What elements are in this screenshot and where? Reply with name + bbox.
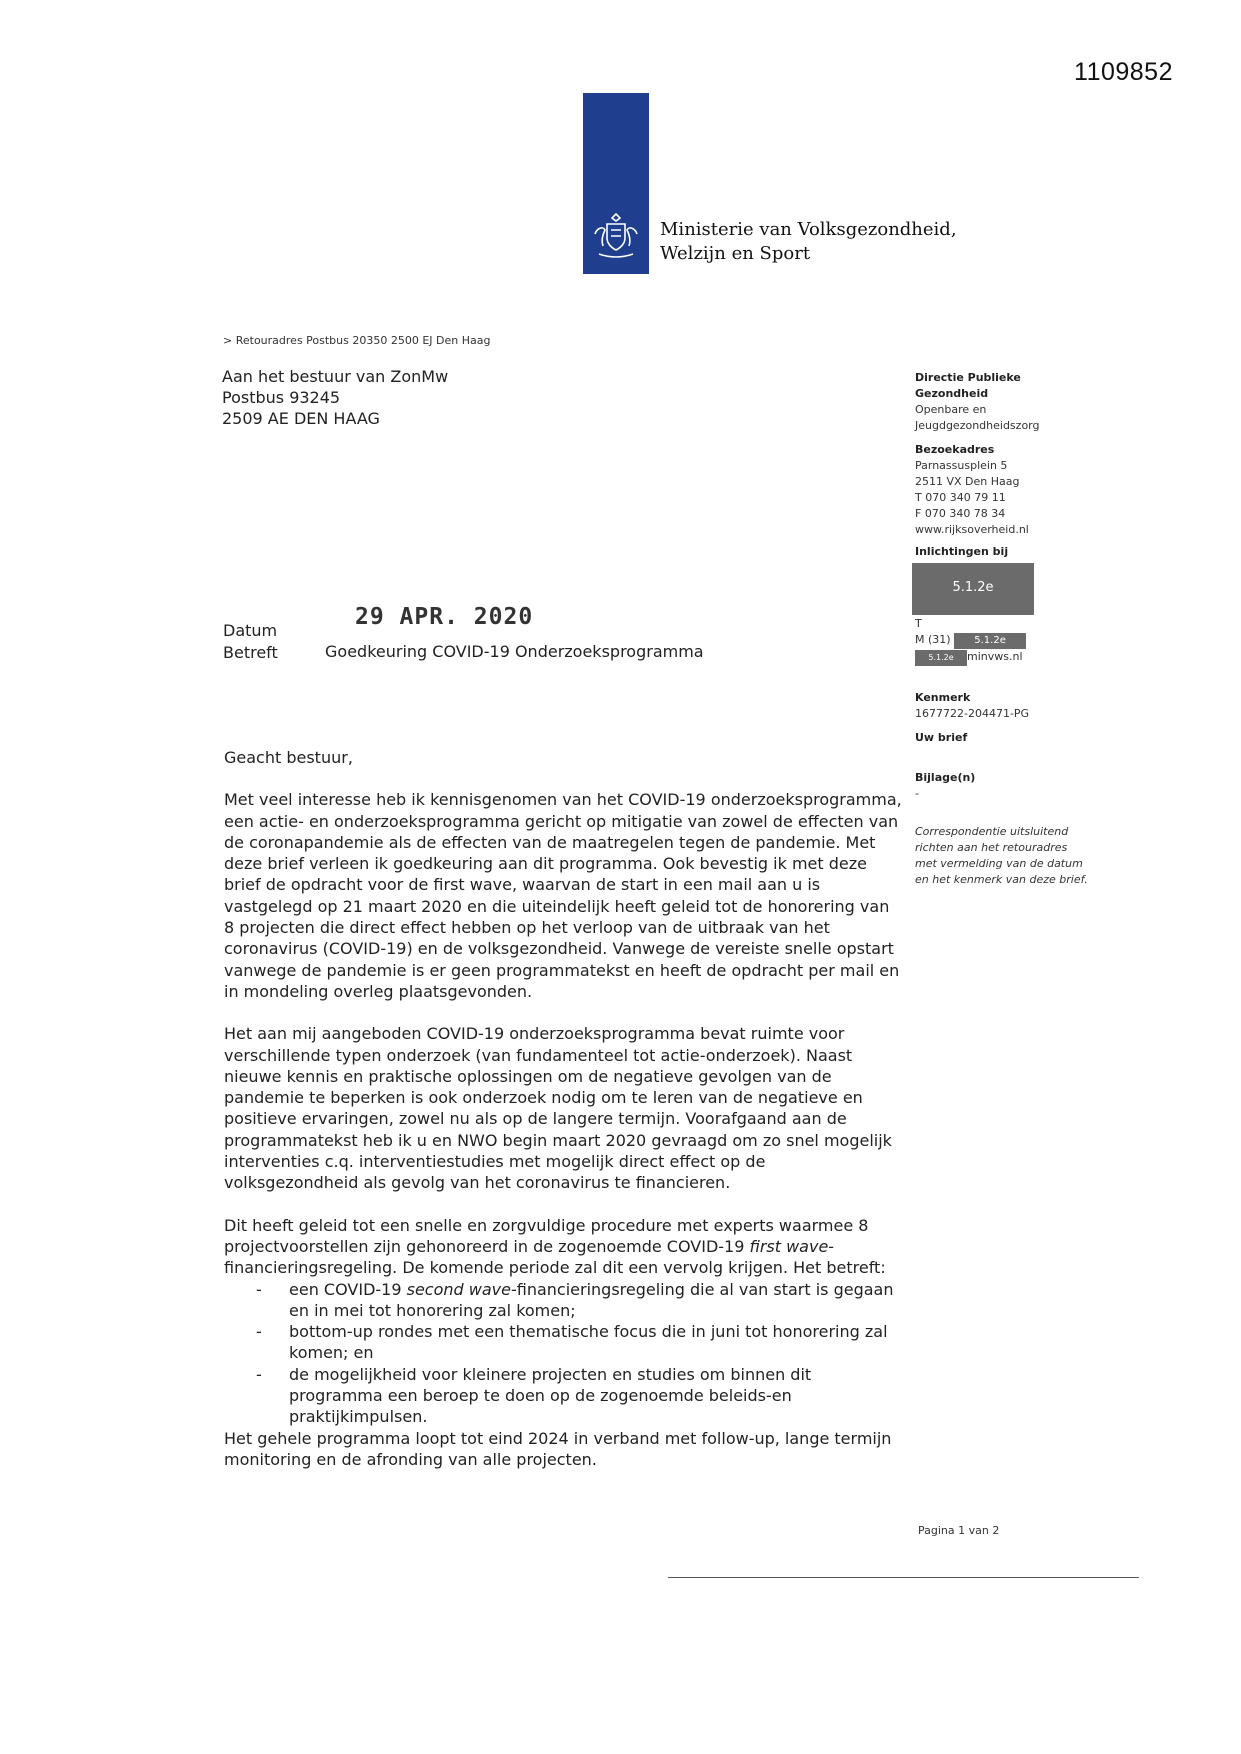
phone-number: T 070 340 79 11 — [915, 491, 1006, 504]
recipient-address — [222, 366, 448, 429]
list-item — [224, 1279, 904, 1322]
sender-sidebar — [915, 370, 1115, 560]
subject-line: Goedkeuring COVID-19 Onderzoeksprogramma — [325, 642, 704, 661]
recipient-line2: Postbus 93245 — [222, 388, 341, 407]
contact-email — [915, 649, 1115, 666]
kenmerk-value: 1677722-204471-PG — [915, 707, 1030, 720]
redacted-mobile: 5.1.2e — [954, 633, 1026, 649]
p3-part-b: -financieringsregeling. De komende periode zal dit een vervolg krijgen. Het betreft: — [224, 1236, 886, 1278]
list-item: - bottom-up rondes met een thematische focus die in juni tot honorering zal komen; en — [224, 1321, 904, 1364]
p3-emphasis: first wave — [749, 1236, 829, 1256]
document-number: 1109852 — [1074, 58, 1173, 86]
footer-divider — [668, 1577, 1139, 1578]
contact-mobile — [915, 632, 1115, 649]
website: www.rijksoverheid.nl — [915, 523, 1029, 536]
redacted-email: 5.1.2e — [915, 650, 967, 666]
sender-sidebar-contact — [915, 616, 1115, 888]
letter-meta — [223, 620, 278, 664]
department-sub1: Openbare en — [915, 403, 987, 416]
greeting: Geacht bestuur, — [224, 748, 353, 767]
paragraph-4: Het gehele programma loopt tot eind 2024 in verband met follow-up, lange termijn monitoring en de afronding van alle projecten. — [224, 1428, 892, 1469]
department-title2: Gezondheid — [915, 387, 989, 400]
bijlage-title: Bijlage(n) — [915, 771, 976, 784]
ministry-name-line1: Ministerie van Volksgezondheid, — [660, 219, 957, 240]
return-address: > Retouradres Postbus 20350 2500 EJ Den Haag — [223, 334, 491, 347]
follow-up-list — [224, 1279, 904, 1428]
department-title: Directie Publieke — [915, 371, 1021, 384]
uw-brief-title: Uw brief — [915, 731, 968, 744]
recipient-line1: Aan het bestuur van ZonMw — [222, 367, 449, 386]
fax-number: F 070 340 78 34 — [915, 507, 1006, 520]
visit-address-line2: 2511 VX Den Haag — [915, 475, 1020, 488]
paragraph-3 — [224, 1215, 904, 1279]
bijlage-value: - — [915, 787, 919, 800]
visit-address-title: Bezoekadres — [915, 443, 995, 456]
kenmerk-title: Kenmerk — [915, 691, 971, 704]
date-stamp: 29 APR. 2020 — [355, 604, 534, 630]
ministry-name — [660, 218, 957, 266]
mobile-label: M (31) — [915, 633, 951, 646]
coat-of-arms-icon — [589, 210, 643, 260]
ministry-name-line2: Welzijn en Sport — [660, 243, 811, 264]
p3-part-a: Dit heeft geleid tot een snelle en zorgvuldige procedure met experts waarmee 8 projectvoorstellen zijn gehonoreerd in de zogenoemde COVID-19 — [224, 1215, 869, 1256]
contact-phone-label: T — [915, 617, 922, 630]
page-number: Pagina 1 van 2 — [918, 1524, 1000, 1537]
li1-part-b: -financieringsregeling die al van start is gegaan en in mei tot honorering zal komen; — [289, 1279, 894, 1320]
info-title: Inlichtingen bij — [915, 545, 1009, 558]
betreft-label: Betreft — [223, 643, 278, 662]
datum-label: Datum — [223, 621, 278, 640]
correspondence-note: Correspondentie uitsluitend richten aan het retouradres met vermelding van de datum en het kenmerk van deze brief. — [915, 825, 1088, 886]
paragraph-1: Met veel interesse heb ik kennisgenomen van het COVID-19 onderzoeksprogramma, een actie- en onderzoeksprogramma gericht op mitigatie van zowel de effecten van de coronapandemie als de effecten van de maatregelen tegen de pandemie. Met deze brief verleen ik goedkeuring aan dit programma. Ook bevestig ik met deze brief de opdracht voor de first wave, waarvan de start in een mail aan u is vastgelegd op 21 maart 2020 en die uiteindelijk heeft geleid tot de honorering van 8 projecten die direct effect hebben op het verloop van de uitbraak van het coronavirus (COVID-19) en de volksgezondheid. Vanwege de vereiste snelle opstart vanwege de pandemie is er geen programmatekst en heeft de opdracht per mail en in mondeling overleg plaatsgevonden. — [224, 790, 902, 1001]
li1-emphasis: second wave — [406, 1279, 511, 1299]
department-sub2: Jeugdgezondheidszorg — [915, 419, 1040, 432]
list-item: - de mogelijkheid voor kleinere projecten en studies om binnen dit programma een beroep te doen op de zogenoemde beleids-en praktijkimpulsen. — [224, 1364, 904, 1428]
email-suffix: minvws.nl — [967, 650, 1023, 663]
visit-address-line1: Parnassusplein 5 — [915, 459, 1008, 472]
li1-part-a: een COVID-19 — [289, 1279, 407, 1299]
redacted-contact-name: 5.1.2e — [912, 563, 1034, 615]
letter-body — [224, 747, 904, 1491]
paragraph-2: Het aan mij aangeboden COVID-19 onderzoeksprogramma bevat ruimte voor verschillende typen onderzoek (van fundamenteel tot actie-onderzoek). Naast nieuwe kennis en praktische oplossingen om de negatieve gevolgen van de pandemie te beperken is ook onderzoek nodig om te leren van de negatieve en positieve ervaringen, zowel nu als op de langere termijn. Voorafgaand aan de programmatekst heb ik u en NWO begin maart 2020 gevraagd om zo snel mogelijk interventies c.q. interventiestudies met mogelijk direct effect op de volksgezondheid als gevolg van het coronavirus te financieren. — [224, 1024, 892, 1193]
recipient-line3: 2509 AE DEN HAAG — [222, 409, 380, 428]
